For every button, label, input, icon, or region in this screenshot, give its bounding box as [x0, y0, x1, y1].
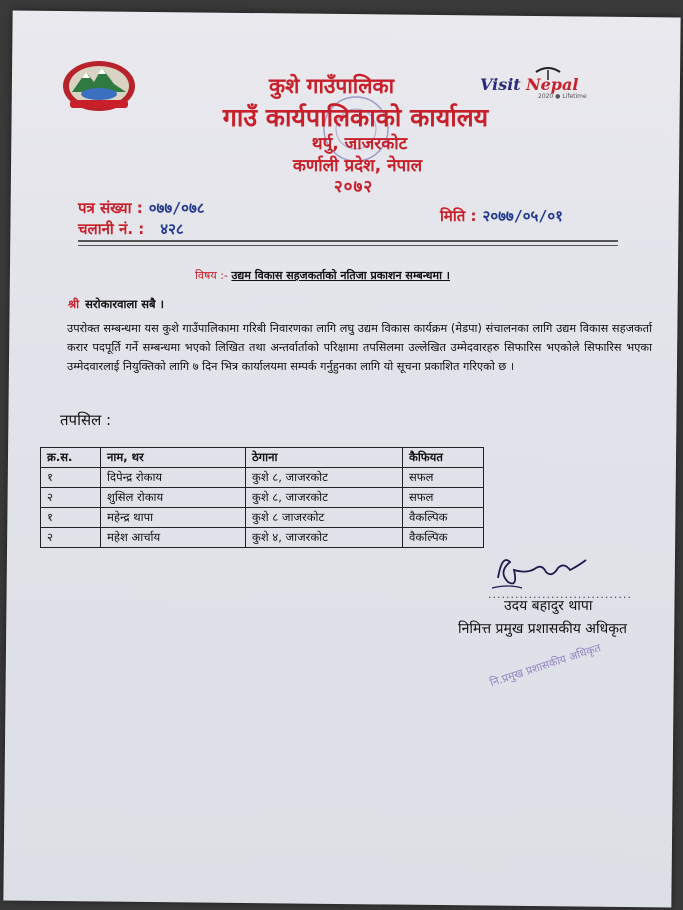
cell-serial: २: [41, 488, 101, 508]
tapasil-heading: तपसिल :: [60, 411, 112, 429]
date-line: [440, 206, 563, 226]
signature-line: ................................: [488, 588, 632, 601]
cell-remarks: वैकल्पिक: [403, 528, 484, 548]
col-remarks: कैफियत: [403, 448, 484, 468]
province-line: कर्णाली प्रदेश, नेपाल: [292, 156, 423, 176]
chalani-number: [78, 219, 184, 239]
notice-body: उपरोक्त सम्बन्धमा यस कुशे गाउँपालिकामा गरिबी निवारणका लागि लघु उद्यम विकास कार्यक्रम (मेडपा) संचालनका लागि उद्यम विकास सहजकर्ता करार पदपूर्ति गर्ने सम्बन्धमा भएको लिखित तथा अन्तर्वार्ताको परिक्षामा तपसिलमा उल्लेखित उम्मेदवारहरु सिफारिस भएकोले सिफारिस भएका उम्मेदवारलाई नियुक्तिको लागि ७ दिन भित्र कार्यालयमा सम्पर्क गर्नुहुनका लागि यो सूचना प्रकाशित गरिएको छ ।: [67, 322, 652, 373]
table-header-row: [41, 448, 484, 468]
header-divider-top: [78, 240, 618, 242]
svg-text:2020 ● Lifetime: 2020 ● Lifetime: [538, 93, 587, 100]
office-location: थर्पु, जाजरकोट: [311, 134, 408, 154]
col-address: ठेगाना: [246, 448, 403, 468]
table-row: [41, 508, 484, 528]
table-row: [41, 488, 484, 508]
svg-text:Nepal: Nepal: [526, 75, 579, 94]
cell-address: कुशे ८, जाजरकोट: [246, 488, 403, 508]
cell-name: महेश आर्चाय: [101, 528, 246, 548]
cell-name: शुसिल रोकाय: [101, 488, 246, 508]
date-label: मिति :: [440, 207, 477, 225]
header-divider-bottom: [78, 245, 618, 246]
cell-serial: १: [41, 508, 101, 528]
subject-line: [195, 268, 450, 283]
candidate-table: [40, 447, 484, 548]
col-name: नाम, थर: [101, 448, 246, 468]
salutation: [68, 297, 164, 312]
cell-address: कुशे ४, जाजरकोट: [246, 528, 403, 548]
svg-text:Visit: Visit: [480, 75, 521, 94]
subject-text: उद्यम विकास सहजकर्ताको नतिजा प्रकाशन सम्बन्धमा ।: [231, 269, 450, 282]
cell-remarks: सफल: [403, 488, 484, 508]
col-serial: क्र.स.: [41, 448, 101, 468]
cell-remarks: सफल: [403, 468, 484, 488]
cell-address: कुशे ८, जाजरकोट: [246, 468, 403, 488]
signatory-name: उदय बहादुर थापा: [504, 598, 593, 614]
patra-sankhya: [78, 198, 205, 218]
chalani-value: ४२८: [160, 220, 184, 238]
establishment-year: २०७२: [333, 177, 374, 197]
cell-serial: १: [41, 468, 101, 488]
patra-value: ०७७/०७८: [148, 199, 205, 217]
chalani-label: चलानी नं. :: [78, 220, 145, 238]
signatory-title: निमित्त प्रमुख प्रशासकीय अधिकृत: [458, 621, 627, 637]
salutation-prefix: श्री: [68, 297, 80, 311]
table-row: [41, 468, 484, 488]
cell-address: कुशे ८ जाजरकोट: [246, 508, 403, 528]
patra-label: पत्र संख्या :: [78, 199, 143, 217]
salutation-text: सरोकारवाला सबै ।: [85, 297, 164, 311]
table-row: [41, 528, 484, 548]
municipality-name: कुशे गाउँपालिका: [268, 74, 395, 98]
cell-name: महेन्द्र थापा: [101, 508, 246, 528]
date-value: २०७७/०५/०१: [482, 207, 563, 225]
office-name: गाउँ कार्यपालिकाको कार्यालय: [222, 103, 489, 132]
subject-label: विषय :-: [195, 269, 228, 282]
cell-name: दिपेन्द्र रोकाय: [101, 468, 246, 488]
cell-remarks: वैकल्पिक: [403, 508, 484, 528]
official-stamp: नि.प्रमुख प्रशासकीय अधिकृत: [488, 641, 603, 690]
cell-serial: २: [41, 528, 101, 548]
